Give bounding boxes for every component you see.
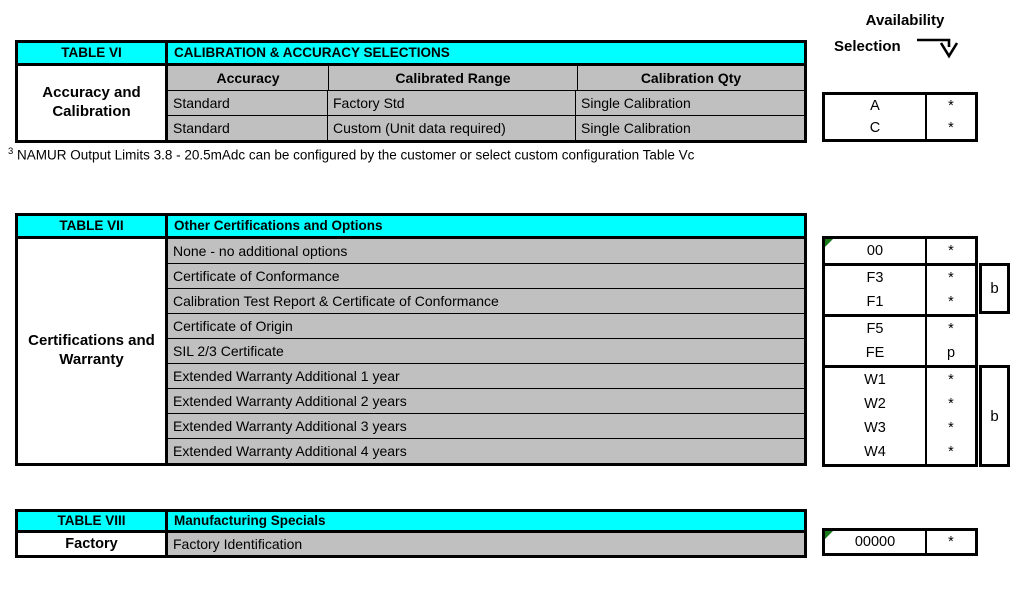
table-vi-body [18, 66, 804, 140]
selection-code: W2 [825, 392, 927, 416]
availability-mark: * [948, 534, 954, 550]
availability-mark: * [948, 294, 954, 310]
table-row: Extended Warranty Additional 4 years [168, 439, 804, 463]
availability-mark: * [948, 243, 954, 259]
table-vi-title: CALIBRATION & ACCURACY SELECTIONS [174, 45, 450, 60]
availability-mark: * [948, 396, 954, 412]
table-vi-name: TABLE VI [18, 43, 168, 63]
footnote-text: NAMUR Output Limits 3.8 - 20.5mAdc can be configured by the customer or select custom configuration Table Vc [13, 147, 695, 163]
column-header-calibrated-range: Calibrated Range [329, 66, 578, 90]
table-vii-header [18, 216, 804, 239]
table-vi-selection-box [822, 92, 978, 142]
selection-code: F1 [825, 290, 927, 314]
selection-row [825, 263, 975, 290]
cell-calibration-qty: Single Calibration [581, 95, 691, 111]
table-vii [15, 213, 807, 466]
table-row: SIL 2/3 Certificate [168, 339, 804, 364]
selection-code: 00 [825, 239, 927, 263]
table-vi-header [18, 43, 804, 66]
table-row: Certificate of Origin [168, 314, 804, 339]
footnote-superscript: 3 [8, 146, 14, 157]
selection-code: F3 [825, 266, 927, 290]
availability-mark: p [946, 345, 956, 361]
table-row [168, 91, 804, 116]
table-vii-title: Other Certifications and Options [174, 218, 383, 233]
footnote-namur [8, 146, 694, 163]
selection-code: C [869, 120, 881, 136]
cell-calibrated-range: Custom (Unit data required) [328, 116, 576, 140]
selection-code: A [870, 98, 880, 114]
table-vii-group-label: Certifications and Warranty [18, 239, 168, 463]
table-viii-selection-box [822, 528, 978, 556]
corner-down-arrow-icon [915, 32, 963, 60]
selection-code: F5 [825, 317, 927, 341]
group-note-b: b [979, 263, 1010, 314]
table-vi-column-headers [168, 66, 804, 91]
table-row: Extended Warranty Additional 1 year [168, 364, 804, 389]
selection-row [825, 239, 975, 263]
table-row: Certificate of Conformance [168, 264, 804, 289]
availability-mark: * [948, 120, 954, 136]
selection-row [825, 392, 975, 416]
selection-row [825, 290, 975, 314]
availability-header-line2: Selection [834, 38, 901, 55]
table-vi-group-label: Accuracy and Calibration [18, 66, 168, 140]
cell-calibration-qty: Single Calibration [581, 120, 691, 136]
table-vi [15, 40, 807, 143]
table-viii-title: Manufacturing Specials [174, 513, 326, 528]
cell-accuracy: Standard [168, 91, 328, 115]
group-note-b: b [979, 365, 1010, 467]
table-row: Extended Warranty Additional 3 years [168, 414, 804, 439]
selection-row [825, 531, 975, 553]
table-viii-group-label: Factory [18, 533, 168, 555]
selection-row [825, 440, 975, 464]
availability-mark: * [948, 98, 954, 114]
selection-row [825, 314, 975, 341]
selection-row [825, 365, 975, 392]
table-vii-name: TABLE VII [18, 216, 168, 236]
column-header-accuracy: Accuracy [168, 66, 329, 90]
selection-code: FE [825, 341, 927, 365]
table-viii-body [18, 533, 804, 555]
selection-code: W3 [825, 416, 927, 440]
availability-mark: * [948, 420, 954, 436]
table-viii-name: TABLE VIII [18, 512, 168, 530]
table-vii-selection-box [822, 236, 978, 467]
table-vii-body [18, 239, 804, 463]
selection-row [825, 341, 975, 365]
availability-mark: * [948, 372, 954, 388]
availability-header-line1: Availability [865, 12, 945, 29]
table-row [168, 116, 804, 140]
cell-accuracy: Standard [168, 116, 328, 140]
availability-mark: * [948, 321, 954, 337]
table-viii-header [18, 512, 804, 533]
table-row: Extended Warranty Additional 2 years [168, 389, 804, 414]
table-viii [15, 509, 807, 558]
table-row: Factory Identification [168, 533, 804, 555]
selection-code: W1 [825, 368, 927, 392]
table-row: Calibration Test Report & Certificate of Conformance [168, 289, 804, 314]
table-row: None - no additional options [168, 239, 804, 264]
selection-code-column [825, 95, 927, 139]
availability-column [927, 95, 975, 139]
availability-mark: * [948, 270, 954, 286]
cell-calibrated-range: Factory Std [328, 91, 576, 115]
selection-code: W4 [825, 440, 927, 464]
selection-code: 00000 [825, 531, 927, 553]
availability-mark: * [948, 444, 954, 460]
column-header-calibration-qty: Calibration Qty [640, 70, 742, 86]
selection-row [825, 416, 975, 440]
